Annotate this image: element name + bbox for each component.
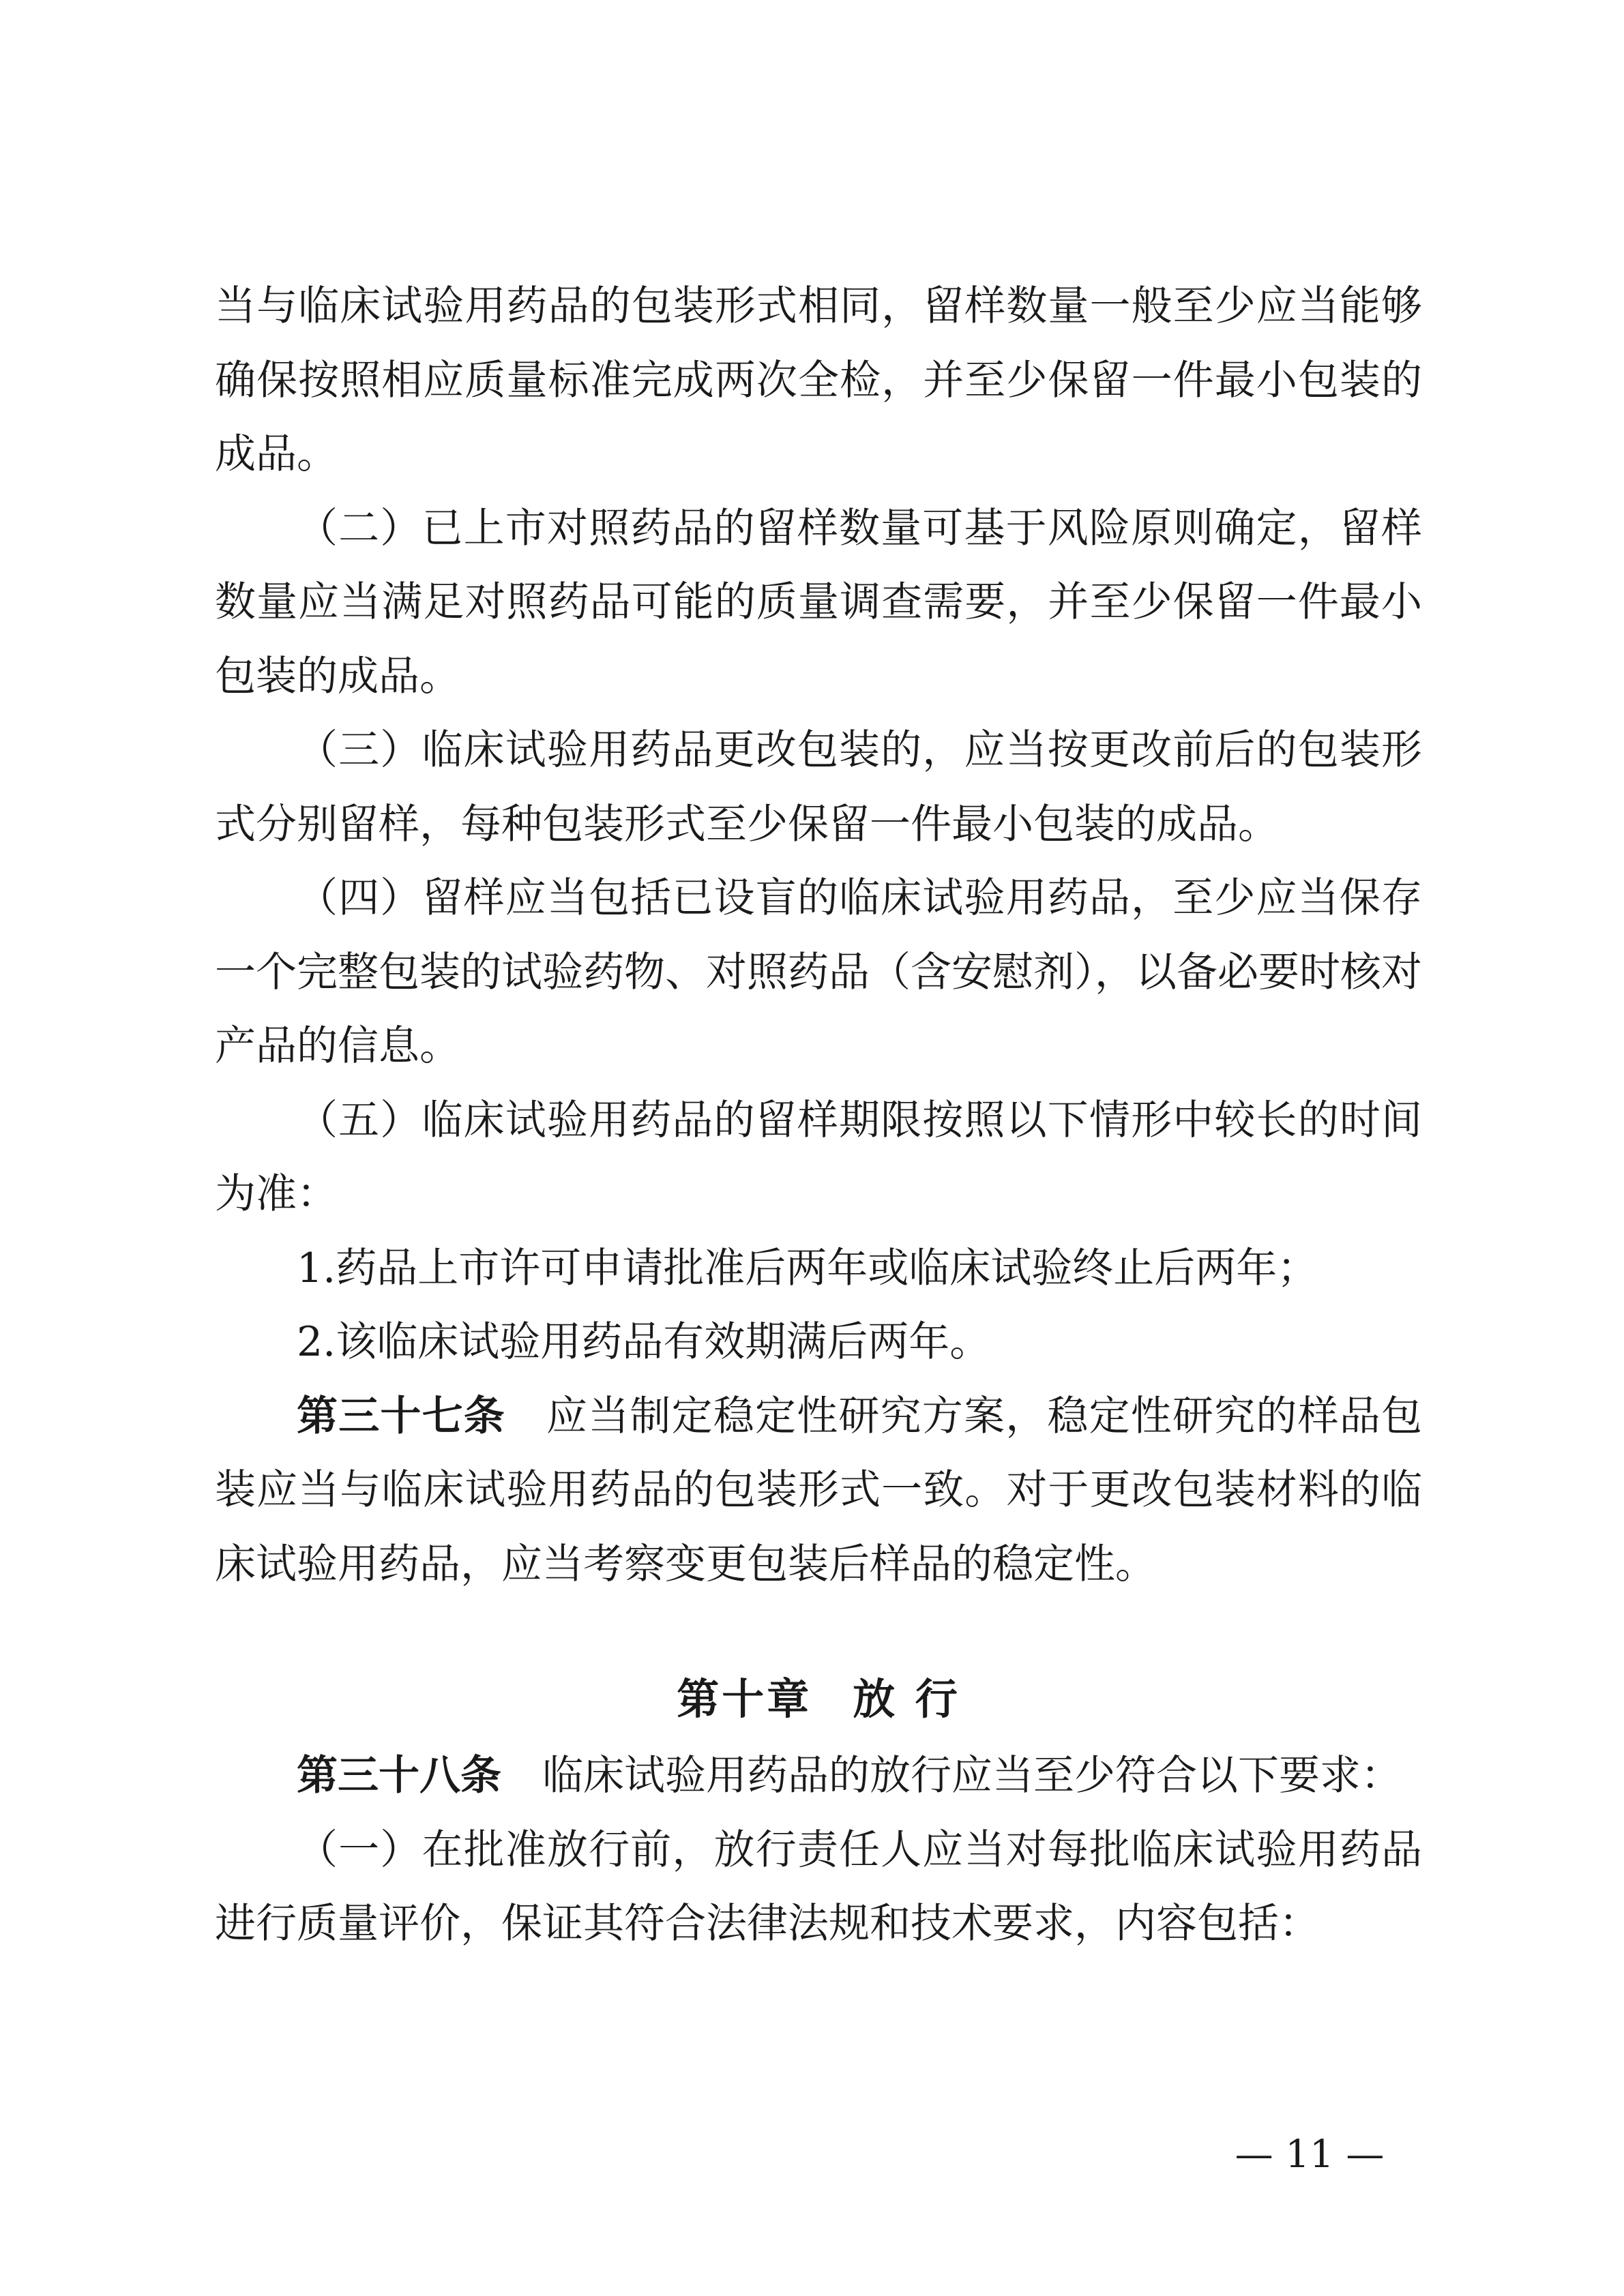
paragraph-item-5: （五）临床试验用药品的留样期限按照以下情形中较长的时间为准： — [215, 1096, 1422, 1218]
article-38 — [215, 1739, 1422, 1813]
paragraph-continuation: 当与临床试验用药品的包装形式相同，留样数量一般至少应当能够确保按照相应质量标准完成两次全检，并至少保留一件最小包装的成品。 — [215, 282, 1422, 478]
article-38-body: 临床试验用药品的放行应当至少符合以下要求： — [542, 1752, 1402, 1800]
chapter-title: 放 行 — [853, 1674, 960, 1724]
article-37-heading: 第三十七条 — [297, 1392, 505, 1440]
paragraph-subitem-1: 1.药品上市许可申请批准后两年或临床试验终止后两年； — [297, 1244, 1318, 1292]
paragraph-item-2: （二）已上市对照药品的留样数量可基于风险原则确定，留样数量应当满足对照药品可能的质量调查需要，并至少保留一件最小包装的成品。 — [215, 504, 1422, 700]
paragraph-release-item-1: （一）在批准放行前，放行责任人应当对每批临床试验用药品进行质量评价，保证其符合法律法规和技术要求，内容包括： — [215, 1825, 1422, 1948]
article-37-body: 应当制定稳定性研究方案，稳定性研究的样品包装应当与临床试验用药品的包装形式一致。对于更改包装材料的临床试验用药品，应当考察变更包装后样品的稳定性。 — [215, 1392, 1422, 1588]
chapter-number: 第十章 — [677, 1674, 812, 1724]
article-38-heading: 第三十八条 — [297, 1752, 501, 1800]
document-body — [215, 269, 1422, 1961]
paragraph-subitem-2: 2.该临床试验用药品有效期满后两年。 — [297, 1318, 991, 1366]
chapter-heading — [215, 1663, 1422, 1736]
paragraph-item-4: （四）留样应当包括已设盲的临床试验用药品，至少应当保存一个完整包装的试验药物、对照药品（含安慰剂），以备必要时核对产品的信息。 — [215, 874, 1422, 1070]
article-37 — [215, 1380, 1422, 1602]
page-number: — 11 — — [1235, 2132, 1385, 2177]
paragraph-item-3: （三）临床试验用药品更改包装的，应当按更改前后的包装形式分别留样，每种包装形式至少保留一件最小包装的成品。 — [215, 726, 1422, 848]
